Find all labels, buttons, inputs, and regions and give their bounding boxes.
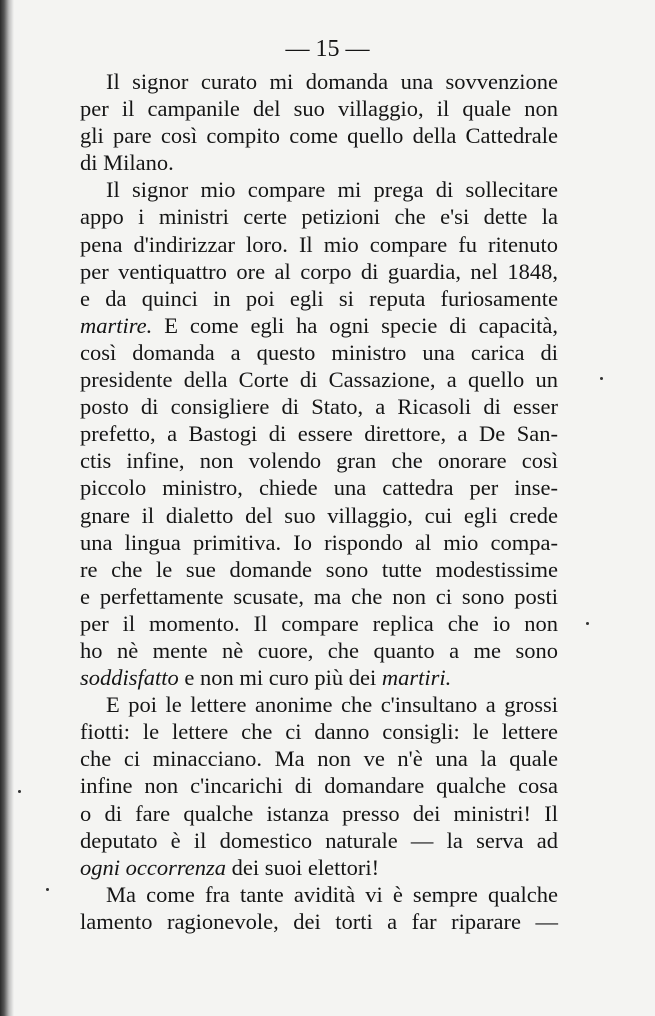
text-run: gnare il dialetto del suo villaggio, cui egli crede xyxy=(80,502,558,528)
paragraph xyxy=(80,176,558,691)
text-line xyxy=(80,827,558,854)
text-run: per il campanile del suo villaggio, il quale non xyxy=(80,96,558,122)
text-line xyxy=(80,68,558,95)
text-run: Il signor curato mi domanda una sovvenzione xyxy=(106,69,558,94)
text-run: o di fare qualche istanza presso dei ministri! Il xyxy=(80,800,558,826)
text-run: presidente della Corte di Cassazione, a quello un xyxy=(80,367,558,393)
italic-text: martiri. xyxy=(381,665,452,691)
text-line xyxy=(80,610,558,637)
text-run: E poi le lettere anonime che c'insultano a grossi xyxy=(106,692,558,718)
paragraph xyxy=(80,68,558,176)
text-run: infine non c'incarichi di domandare qualche cosa xyxy=(80,773,558,799)
text-line xyxy=(80,149,558,176)
text-line xyxy=(80,908,558,935)
text-line xyxy=(80,285,558,312)
text-run: ctis infine, non volendo gran che onorare così xyxy=(80,448,558,474)
text-run: deputato è il domestico naturale — la serva ad xyxy=(80,827,558,853)
text-line xyxy=(80,881,558,908)
text-run: per ventiquattro ore al corpo di guardia, nel 1848, xyxy=(80,258,558,284)
text-line xyxy=(80,393,558,420)
paper-speck xyxy=(46,888,49,891)
text-line xyxy=(80,176,558,203)
binding-shadow xyxy=(0,0,14,1016)
text-run: Ma come fra tante avidità vi è sempre qualche xyxy=(106,881,558,907)
text-line xyxy=(80,258,558,285)
text-run: prefetto, a Bastogi di essere direttore, a De San- xyxy=(80,421,558,447)
text-run: pena d'indirizzar loro. Il mio compare fu ritenuto xyxy=(80,231,558,257)
paragraph xyxy=(80,691,558,881)
page-number: — 15 — xyxy=(285,36,370,62)
text-line xyxy=(80,583,558,610)
text-run: piccolo ministro, chiede una cattedra per inse- xyxy=(80,475,558,501)
text-line xyxy=(80,718,558,745)
text-run: Il signor mio compare mi prega di sollecitare xyxy=(106,177,558,203)
text-line xyxy=(80,203,558,230)
paper-speck xyxy=(600,377,603,380)
text-line xyxy=(80,231,558,258)
text-line xyxy=(80,772,558,799)
italic-text: ogni occorrenza xyxy=(80,854,227,880)
text-line xyxy=(80,502,558,529)
text-run: ho nè mente nè cuore, che quanto a me sono xyxy=(80,637,558,663)
text-line xyxy=(80,366,558,393)
text-run: posto di consigliere di Stato, a Ricasoli di esser xyxy=(80,394,558,420)
text-run: re che le sue domande sono tutte modestissime xyxy=(80,556,558,582)
text-run: dei suoi elettori! xyxy=(226,854,380,880)
text-line xyxy=(80,122,558,149)
body-text xyxy=(80,68,558,935)
text-line xyxy=(80,95,558,122)
text-line xyxy=(80,420,558,447)
text-run: così domanda a questo ministro una carica di xyxy=(80,339,558,365)
text-line xyxy=(80,637,558,664)
text-run: una lingua primitiva. Io rispondo al mio compa- xyxy=(80,529,558,555)
text-line xyxy=(80,312,558,339)
text-run: gli pare così compito come quello della Cattedrale xyxy=(80,123,558,149)
paper-speck xyxy=(18,790,21,793)
text-line xyxy=(80,556,558,583)
italic-text: soddisfatto xyxy=(80,665,179,691)
paper-speck xyxy=(586,622,589,625)
text-line xyxy=(80,745,558,772)
text-run: e perfettamente scusate, ma che non ci sono posti xyxy=(80,583,558,609)
text-line xyxy=(80,529,558,556)
text-run: fiotti: le lettere che ci danno consigli: le lettere xyxy=(80,719,558,745)
text-line xyxy=(80,800,558,827)
text-run: di Milano. xyxy=(80,150,174,176)
text-line xyxy=(80,447,558,474)
text-run: appo i ministri certe petizioni che e'si dette la xyxy=(80,204,558,230)
text-run: E come egli ha ogni specie di capacità, xyxy=(152,312,558,338)
text-run: lamento ragionevole, dei torti a far riparare — xyxy=(80,908,558,934)
italic-text: martire. xyxy=(80,312,153,338)
text-run: e non mi curo più dei xyxy=(178,665,382,691)
text-line xyxy=(80,854,558,881)
text-line xyxy=(80,691,558,718)
text-line xyxy=(80,339,558,366)
text-run: per il momento. Il compare replica che io non xyxy=(80,610,558,636)
text-line xyxy=(80,474,558,501)
text-run: che ci minacciano. Ma non ve n'è una la quale xyxy=(80,746,558,772)
paragraph xyxy=(80,881,558,935)
text-line xyxy=(80,664,558,691)
text-run: e da quinci in poi egli si reputa furiosamente xyxy=(80,285,558,311)
